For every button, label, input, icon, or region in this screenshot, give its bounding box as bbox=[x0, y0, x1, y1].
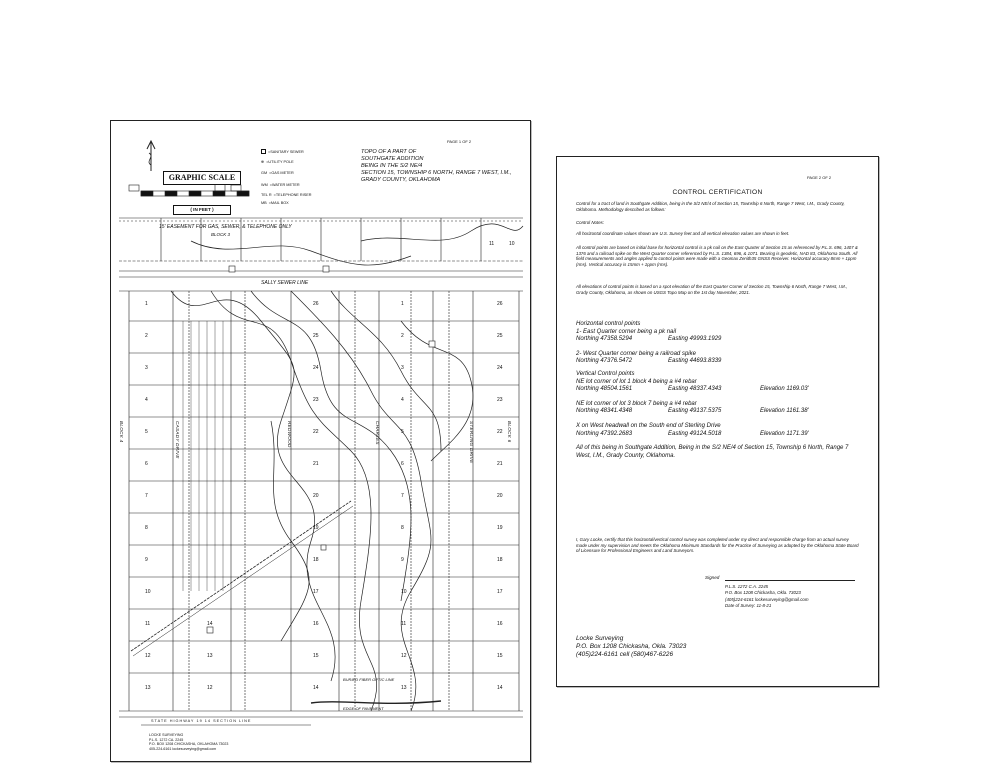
lot-number: 18 bbox=[497, 557, 503, 563]
section-line-label: STATE HIGHWAY 19 14 SECTION LINE bbox=[151, 719, 252, 723]
lot-number: 5 bbox=[401, 429, 404, 435]
control-point-title: NE lot corner of lot 3 block 7 being a #4 rebar bbox=[576, 400, 697, 407]
sewer-icon bbox=[261, 149, 266, 154]
gas-meter-icon: GM bbox=[261, 171, 268, 175]
lot-number: 15 bbox=[313, 653, 319, 659]
lot-number: 25 bbox=[313, 333, 319, 339]
page-number: PAGE 1 OF 2 bbox=[447, 139, 472, 144]
sheet1-footer bbox=[149, 733, 228, 751]
lot-number: 21 bbox=[313, 461, 319, 467]
lot-number: 4 bbox=[401, 397, 404, 403]
elevation-value: Elevation 1169.03' bbox=[760, 386, 809, 393]
company-name: Locke Surveying bbox=[576, 635, 624, 642]
lot-number: 16 bbox=[313, 621, 319, 627]
street-sterling: STERLING DRIVE bbox=[469, 421, 474, 464]
control-point-title: NE lot corner of lot 1 block 4 being a #4 rebar bbox=[576, 378, 697, 385]
footer-line: P.L.S. 1272 CA. 2245 bbox=[149, 737, 184, 742]
lot-number: 6 bbox=[401, 461, 404, 467]
street-casady: CASADY DRIVE bbox=[175, 421, 180, 459]
lot-number: 14 bbox=[207, 621, 213, 627]
easting-value: Easting 49993.1929 bbox=[668, 336, 722, 343]
lot-number: 26 bbox=[313, 301, 319, 307]
company-block bbox=[576, 635, 686, 659]
signed-label: Signed bbox=[705, 575, 720, 580]
legend-mail-box: MB =MAIL BOX bbox=[261, 201, 289, 205]
lot-number: 11 bbox=[401, 621, 407, 627]
control-point-title: 2- West Quarter corner being a railroad spike bbox=[576, 350, 696, 357]
map-title bbox=[361, 149, 521, 184]
legend-gas-meter: GM =GAS METER bbox=[261, 171, 294, 175]
sig-line: (405)224-6161 lockesurveying@gmail.com bbox=[725, 596, 809, 602]
signature-line bbox=[725, 580, 855, 581]
block-top-label: BLOCK 3 bbox=[211, 232, 231, 237]
lot-number: 21 bbox=[497, 461, 503, 467]
footer-line: 405-224-6161 lockesurveying@gmail.com bbox=[149, 746, 217, 751]
section-heading: Horizontal control points bbox=[576, 321, 641, 327]
title-line: SECTION 15, TOWNSHIP 6 NORTH, RANGE 7 WEST, I.M., bbox=[361, 170, 512, 176]
control-certification-sheet bbox=[556, 156, 879, 687]
legend-telephone-riser: TEL R =TELEPHONE RISER bbox=[261, 193, 312, 197]
easting-value: Easting 44693.8339 bbox=[668, 358, 722, 365]
sig-line: P.O. Box 1208 Chickasha, Okla. 73023 bbox=[725, 590, 801, 596]
lot-number: 26 bbox=[497, 301, 503, 307]
block-right-label: BLOCK 6 bbox=[507, 421, 512, 443]
northing-value: Northing 47376.5472 bbox=[576, 358, 633, 365]
note-2: All control points are based on initial base for horizontal control is a pk nail on the East Quarter of Section 15 as referenced by P.L.S. 696, 1407 & 1376 and a railroad spike on the West Quarter corner referenced by P.L.S. 1384, 696, & 1071. Bearing is geodetic, NAD 83, Oklahoma South. All field measurements and angles applied to control points were made with a Geomax Zenith35 GNSS Receiver. Horizontal accuracy 8mm + 1ppm (rms). Vertical accuracy is 15mm + 1ppm (rms). bbox=[576, 245, 858, 267]
block-left-label: BLOCK 4 bbox=[119, 421, 124, 443]
footer-line: P.O. BOX 1208 CHICKASHA, OKLAHOMA 73023 bbox=[149, 742, 229, 746]
street-charles: CHARLES bbox=[375, 421, 380, 445]
footer-line: LOCKE SURVEYING bbox=[149, 733, 184, 737]
lot-number: 19 bbox=[497, 525, 503, 531]
legend-sanitary-sewer: =SANITARY SEWER bbox=[261, 149, 304, 154]
northing-value: Northing 47358.5294 bbox=[576, 336, 633, 343]
lot-number: 11 bbox=[145, 621, 151, 627]
title-line: GRADY COUNTY, OKLAHOMA bbox=[361, 177, 441, 183]
lot-number: 8 bbox=[401, 525, 404, 531]
lot-number: 15 bbox=[497, 653, 503, 659]
section-heading: Vertical Control points bbox=[576, 371, 635, 377]
lot-number: 16 bbox=[497, 621, 503, 627]
control-point-coords bbox=[576, 336, 859, 344]
easting-value: Easting 49137.5375 bbox=[668, 408, 722, 415]
note-1: All horizontal coordinate values shown are U.S. Survey feet and all vertical elevation values are shown in feet. bbox=[576, 231, 790, 236]
title-line: TOPO OF A PART OF bbox=[361, 149, 417, 155]
lot-number: 14 bbox=[497, 685, 503, 691]
water-meter-icon: WM bbox=[261, 183, 268, 187]
lot-number: 24 bbox=[313, 365, 319, 371]
lot-number: 22 bbox=[313, 429, 319, 435]
topo-map-sheet bbox=[110, 120, 531, 762]
control-point-coords bbox=[576, 386, 859, 394]
title-line: BEING IN THE S/2 NE/4 bbox=[361, 163, 423, 169]
lot-number: 20 bbox=[313, 493, 319, 499]
lot-number: 7 bbox=[401, 493, 404, 499]
northing-value: Northing 48341.4348 bbox=[576, 408, 633, 415]
lot-number: 9 bbox=[145, 557, 148, 563]
lot-number: 4 bbox=[145, 397, 148, 403]
northing-value: Northing 48504.1561 bbox=[576, 386, 633, 393]
lot-number: 10 bbox=[145, 589, 151, 595]
topo-drawing bbox=[111, 121, 530, 761]
lot-number: 2 bbox=[145, 333, 148, 339]
edge-of-pavement-note: EDGE OF PAVEMENT bbox=[343, 706, 384, 711]
lot-number: 13 bbox=[401, 685, 407, 691]
lot-number: 23 bbox=[497, 397, 503, 403]
control-point-coords bbox=[576, 408, 859, 416]
lot-number: 12 bbox=[401, 653, 407, 659]
in-feet-label: ( IN FEET ) bbox=[173, 205, 231, 215]
sig-line: Date of Survey: 11-8-21 bbox=[725, 603, 772, 609]
northing-value: Northing 47392.2683 bbox=[576, 430, 633, 437]
note-3: All elevations of control points is based on a spot elevation of the East Quarter Corner of Section 15, Township 6 North, Range 7 West, I.M., Grady County, Oklahoma, as shown on USGS Topo Map on the 1st day November, 2021. bbox=[576, 284, 848, 295]
company-address: P.O. Box 1208 Chickasha, Okla. 73023 bbox=[576, 643, 687, 650]
lot-number: 13 bbox=[207, 653, 213, 659]
lot-number: 6 bbox=[145, 461, 148, 467]
lot-number: 20 bbox=[497, 493, 503, 499]
fiber-optic-note: BURIED FIBER OPTIC LINE bbox=[343, 677, 395, 682]
sig-line: P.L.S. 1272 C.A. 2245 bbox=[725, 584, 769, 589]
legend-utility-pole: ⊕ =UTILITY POLE bbox=[261, 159, 294, 164]
lot-number: 25 bbox=[497, 333, 503, 339]
easting-value: Easting 49124.5018 bbox=[668, 430, 722, 437]
lot-number: 1 bbox=[401, 301, 404, 307]
lot-number: 1 bbox=[145, 301, 148, 307]
easement-note: 15' EASEMENT FOR GAS, SEWER, & TELEPHONE ONLY bbox=[159, 224, 292, 230]
lot-number: 8 bbox=[145, 525, 148, 531]
elevation-value: Elevation 1161.38' bbox=[760, 408, 809, 415]
mailbox-icon: MB bbox=[261, 201, 267, 205]
lot-number: 18 bbox=[313, 557, 319, 563]
control-notes-label: Control Notes: bbox=[576, 220, 605, 225]
horizontal-control-section bbox=[576, 321, 859, 366]
vertical-control-section bbox=[576, 371, 859, 460]
street-redwood: REDWOOD bbox=[287, 421, 292, 448]
lot-number: 17 bbox=[313, 589, 319, 595]
lot-number: 17 bbox=[497, 589, 503, 595]
lot-number: 5 bbox=[145, 429, 148, 435]
control-point-coords bbox=[576, 431, 859, 439]
lot-number: 10 bbox=[509, 241, 515, 247]
lot-number: 3 bbox=[145, 365, 148, 371]
elevation-value: Elevation 1171.39' bbox=[760, 430, 809, 437]
telephone-riser-icon: TEL R bbox=[261, 193, 272, 197]
summary-paragraph: All of this being in Southgate Addition, Being in the S/2 NE/4 of Section 15, Township 6 North, Range 7 West, I.M., Grady County, Oklahoma. bbox=[576, 445, 849, 459]
title-line: SOUTHGATE ADDITION bbox=[361, 156, 424, 162]
signature-block bbox=[725, 584, 809, 610]
intro-paragraph: Control for a tract of land in Southgate Addition, being in the S/2 NE/4 of Section 15, Township 6 North, Range 7 West, I.M., Grady County, Oklahoma. Methodology described as follows: bbox=[576, 201, 845, 212]
legend-water-meter: WM =WATER METER bbox=[261, 183, 300, 187]
lot-number: 19 bbox=[313, 525, 319, 531]
control-point-title: 1- East Quarter corner being a pk nail bbox=[576, 328, 677, 335]
control-point-coords bbox=[576, 358, 859, 366]
control-point-title: X on West headwall on the South end of Sterling Drive bbox=[576, 422, 721, 429]
easting-value: Easting 48337.4343 bbox=[668, 386, 722, 393]
page-number: PAGE 2 OF 2 bbox=[807, 175, 832, 180]
lot-number: 9 bbox=[401, 557, 404, 563]
lot-number: 14 bbox=[313, 685, 319, 691]
lot-number: 7 bbox=[145, 493, 148, 499]
certification-statement: I, Gary Locke, certify that this horizontal/vertical control survey was completed under my direct and responsible charge from an actual survey made under my supervision and meets the Oklahoma Minimum Standards for the Practice of Surveying as adopted by the Oklahoma State Board of Licensure for Professional Engineers and Land Surveyors. bbox=[576, 537, 859, 554]
graphic-scale-label: GRAPHIC SCALE bbox=[163, 171, 241, 185]
lot-number: 23 bbox=[313, 397, 319, 403]
lot-number: 3 bbox=[401, 365, 404, 371]
lot-number: 12 bbox=[207, 685, 213, 691]
lot-number: 13 bbox=[145, 685, 151, 691]
lot-number: 2 bbox=[401, 333, 404, 339]
lot-number: 10 bbox=[401, 589, 407, 595]
pole-icon: ⊕ bbox=[261, 160, 265, 164]
lot-number: 24 bbox=[497, 365, 503, 371]
certification-title: CONTROL CERTIFICATION bbox=[672, 189, 763, 196]
company-phone: (405)224-6161 cell (580)467-6226 bbox=[576, 651, 673, 658]
lot-number: 22 bbox=[497, 429, 503, 435]
lot-number: 12 bbox=[145, 653, 151, 659]
lot-number: 11 bbox=[489, 241, 495, 247]
street-horizontal-label: SALLY SEWER LINE bbox=[261, 280, 309, 286]
